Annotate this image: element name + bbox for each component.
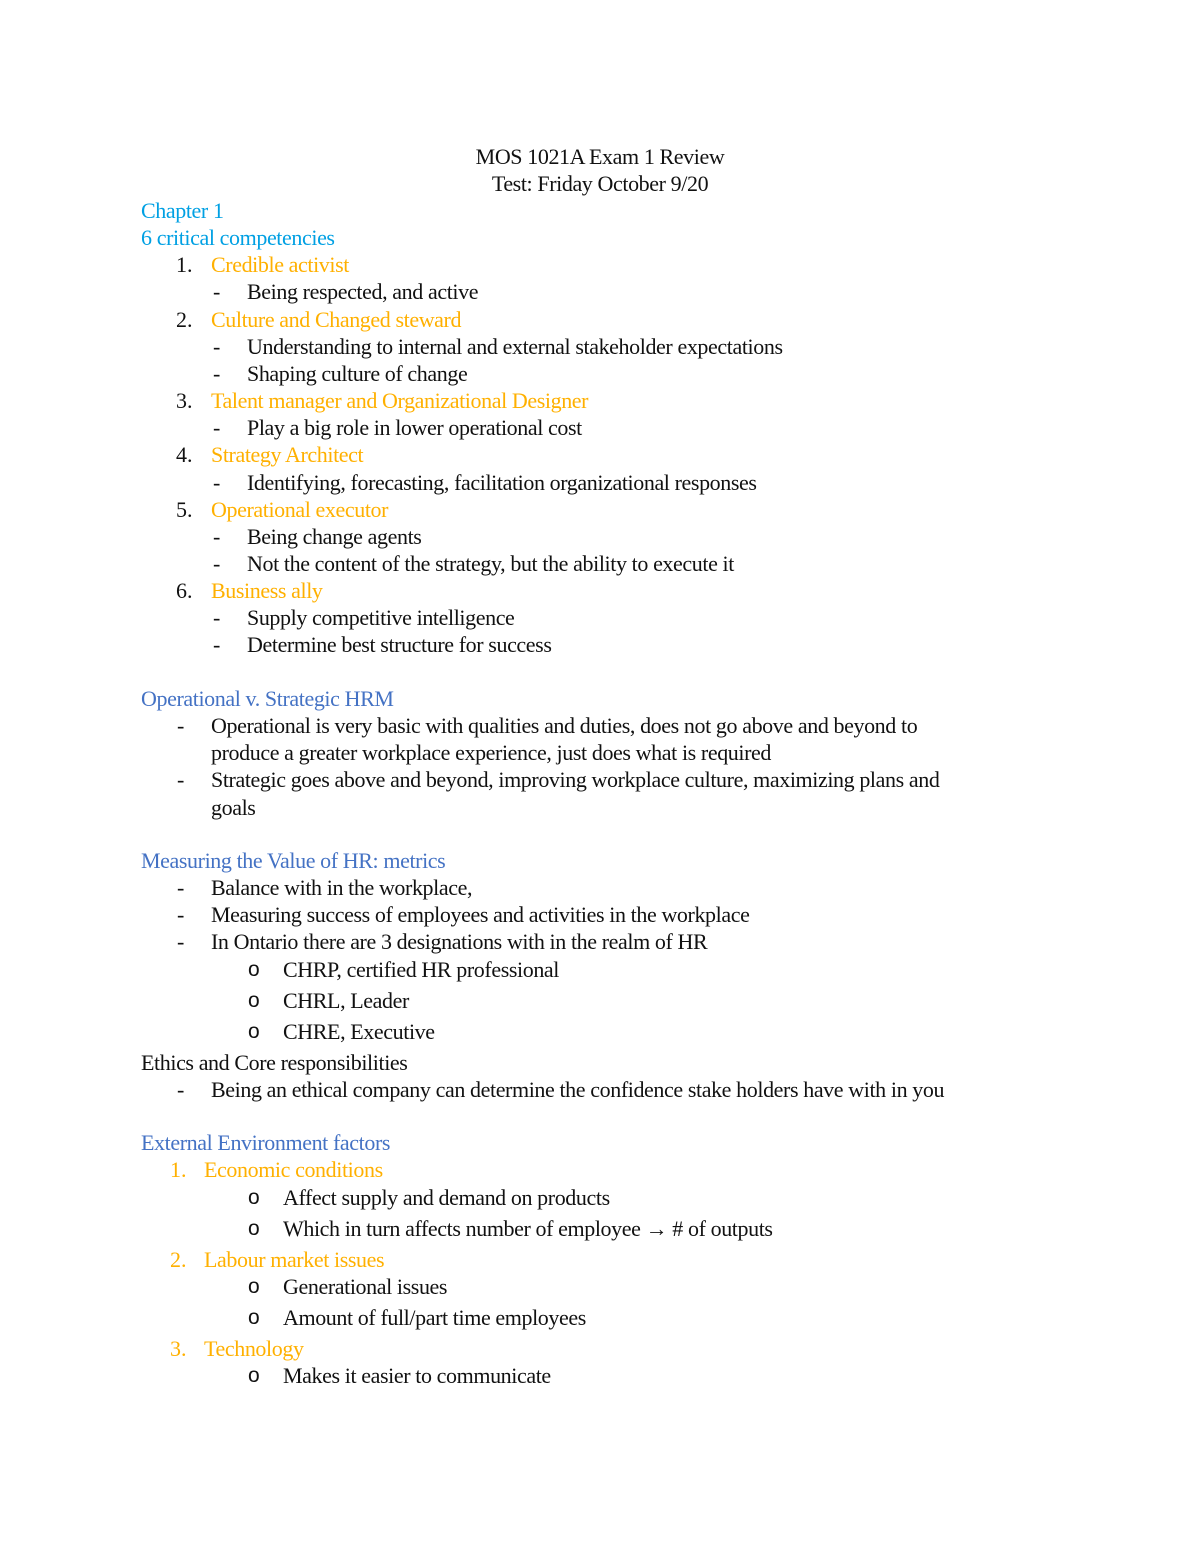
dash-bullet: -	[213, 361, 221, 386]
list-number: 1.	[176, 252, 193, 277]
dash-bullet: -	[177, 929, 185, 954]
list-number: 6.	[176, 578, 193, 603]
competency-title: Credible activist	[211, 252, 349, 277]
circle-bullet: o	[248, 1186, 260, 1209]
list-number: 5.	[176, 497, 193, 522]
circle-bullet: o	[248, 1306, 260, 1329]
list-number: 2.	[176, 307, 193, 332]
competency-title: Talent manager and Organizational Designer	[211, 388, 589, 413]
list-item: Not the content of the strategy, but the ability to execute it	[247, 551, 734, 576]
competency-title: Business ally	[211, 578, 323, 603]
dash-bullet: -	[213, 632, 221, 657]
competency-title: Operational executor	[211, 497, 389, 522]
circle-bullet: o	[248, 1275, 260, 1298]
sub-list-item: CHRP, certified HR professional	[283, 957, 560, 982]
list-item: Supply competitive intelligence	[247, 605, 515, 630]
list-item: Being respected, and active	[247, 279, 479, 304]
circle-bullet: o	[248, 1217, 260, 1240]
list-item-continued: produce a greater workplace experience, just does what is required	[211, 740, 772, 765]
list-number: 1.	[170, 1157, 187, 1182]
section-heading: Measuring the Value of HR: metrics	[141, 848, 446, 873]
list-item: Measuring success of employees and activities in the workplace	[211, 902, 750, 927]
dash-bullet: -	[177, 875, 185, 900]
list-number: 3.	[170, 1336, 187, 1361]
circle-bullet: o	[248, 989, 260, 1012]
sub-list-item: CHRL, Leader	[283, 988, 409, 1013]
list-item: Understanding to internal and external stakeholder expectations	[247, 334, 783, 359]
dash-bullet: -	[213, 470, 221, 495]
document-title: MOS 1021A Exam 1 Review	[475, 144, 725, 169]
list-item: Identifying, forecasting, facilitation organizational responses	[247, 470, 757, 495]
sub-list-item: Affect supply and demand on products	[283, 1185, 610, 1210]
dash-bullet: -	[177, 902, 185, 927]
dash-bullet: -	[177, 767, 185, 792]
dash-bullet: -	[213, 279, 221, 304]
list-item: Strategic goes above and beyond, improving workplace culture, maximizing plans and	[211, 767, 940, 792]
circle-bullet: o	[248, 1020, 260, 1043]
document-subtitle: Test: Friday October 9/20	[491, 171, 709, 196]
chapter-heading: Chapter 1	[141, 198, 224, 223]
competencies-heading: 6 critical competencies	[141, 225, 335, 250]
factor-title: Labour market issues	[204, 1247, 385, 1272]
factor-title: Economic conditions	[204, 1157, 383, 1182]
list-item: Balance with in the workplace,	[211, 875, 473, 900]
list-item: Being an ethical company can determine the confidence stake holders have with in you	[211, 1077, 945, 1102]
section-heading: Ethics and Core responsibilities	[141, 1050, 408, 1075]
list-item: Shaping culture of change	[247, 361, 468, 386]
factor-title: Technology	[204, 1336, 304, 1361]
dash-bullet: -	[213, 551, 221, 576]
dash-bullet: -	[213, 605, 221, 630]
circle-bullet: o	[248, 1364, 260, 1387]
list-item: Play a big role in lower operational cost	[247, 415, 582, 440]
dash-bullet: -	[213, 524, 221, 549]
list-number: 2.	[170, 1247, 187, 1272]
competency-title: Culture and Changed steward	[211, 307, 462, 332]
list-item: Determine best structure for success	[247, 632, 552, 657]
dash-bullet: -	[213, 334, 221, 359]
list-item: Operational is very basic with qualities and duties, does not go above and beyond to	[211, 713, 918, 738]
circle-bullet: o	[248, 958, 260, 981]
sub-list-item: Generational issues	[283, 1274, 448, 1299]
list-item: Being change agents	[247, 524, 422, 549]
sub-list-item: Makes it easier to communicate	[283, 1363, 551, 1388]
competency-title: Strategy Architect	[211, 442, 364, 467]
list-item-continued: goals	[211, 795, 256, 820]
sub-list-item: Amount of full/part time employees	[283, 1305, 586, 1330]
sub-list-item: Which in turn affects number of employee → # of outputs	[283, 1216, 773, 1241]
sub-list-item: CHRE, Executive	[283, 1019, 435, 1044]
dash-bullet: -	[177, 713, 185, 738]
list-number: 3.	[176, 388, 193, 413]
section-heading: Operational v. Strategic HRM	[141, 686, 394, 711]
list-number: 4.	[176, 442, 193, 467]
dash-bullet: -	[177, 1077, 185, 1102]
section-heading: External Environment factors	[141, 1130, 391, 1155]
dash-bullet: -	[213, 415, 221, 440]
list-item: In Ontario there are 3 designations with in the realm of HR	[211, 929, 708, 954]
